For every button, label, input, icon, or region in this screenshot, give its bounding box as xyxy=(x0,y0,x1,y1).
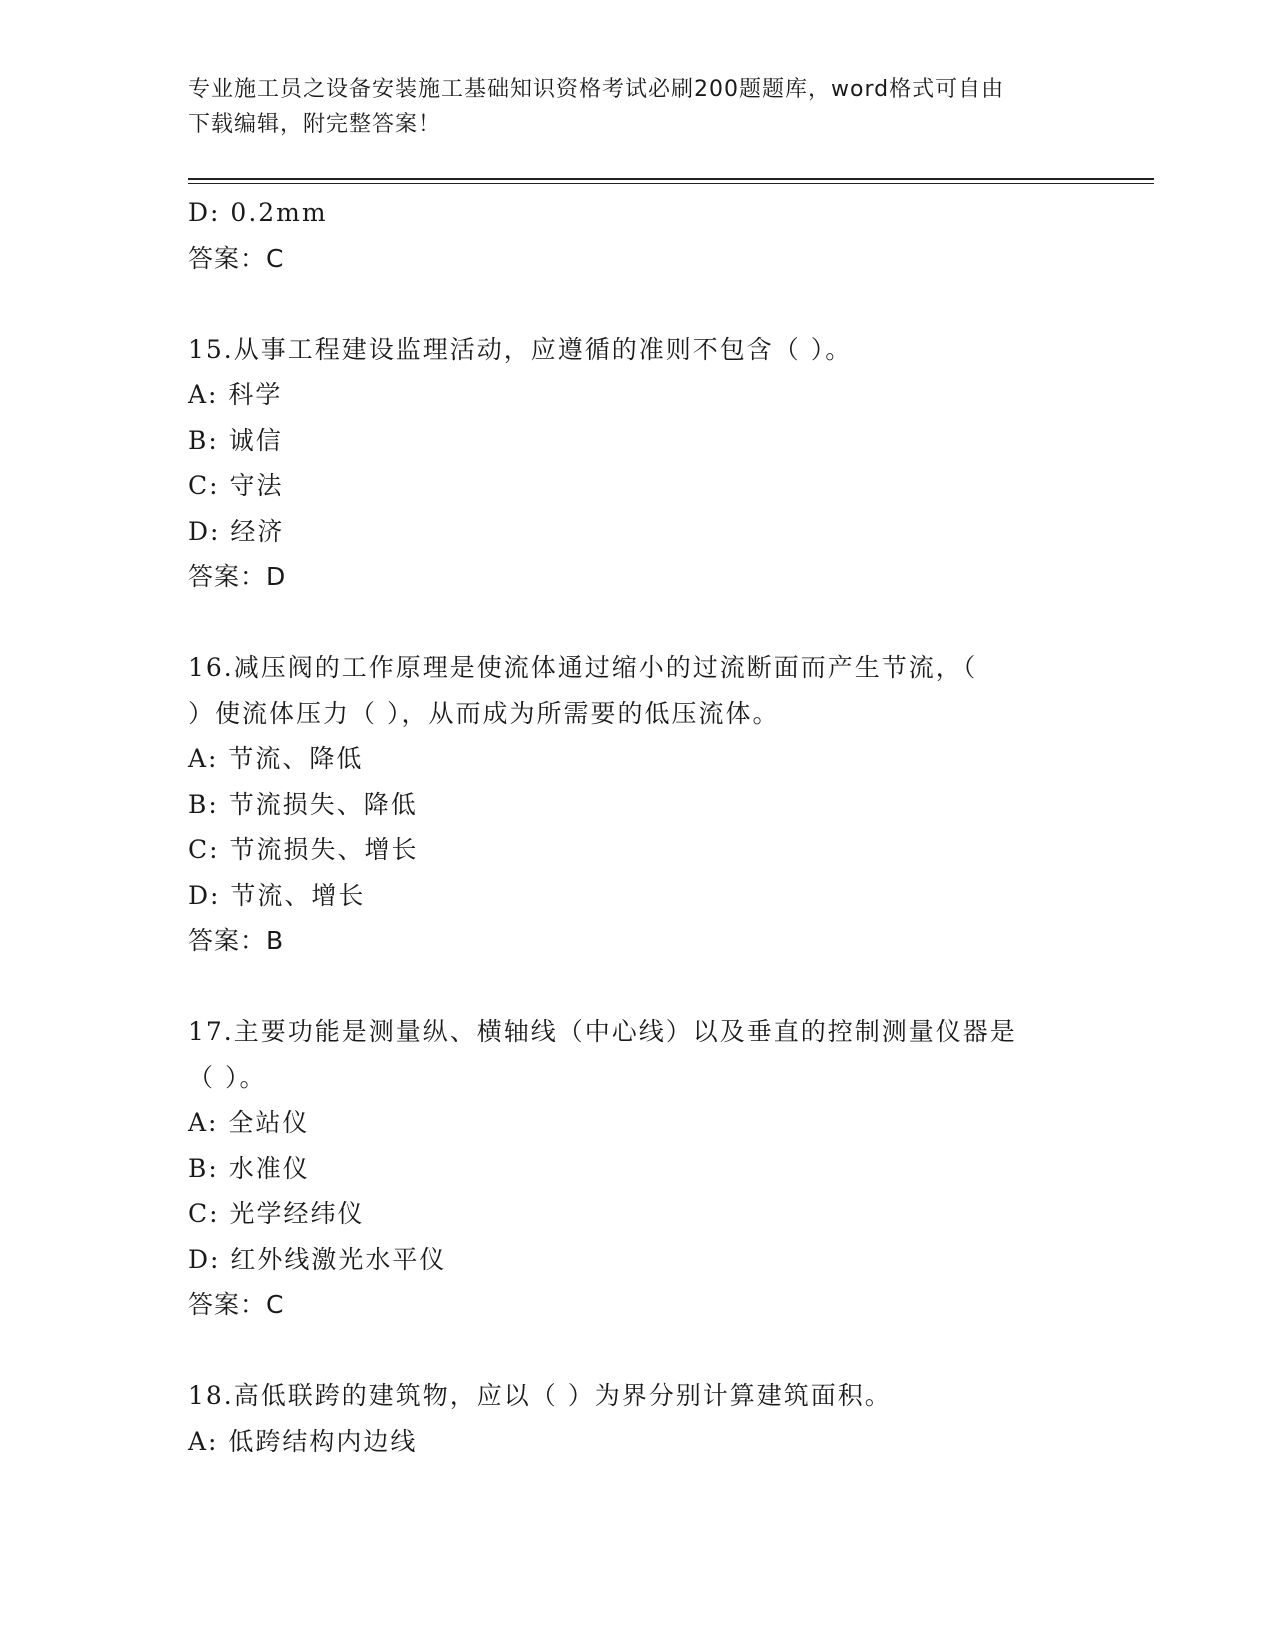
q16-option-d: D: 节流、增长 xyxy=(188,880,366,910)
q16-option-c: C: 节流损失、增长 xyxy=(188,835,419,864)
q16-stem-line-2: ）使流体压力（ ），从而成为所需要的低压流体。 xyxy=(188,698,780,728)
q15-option-b: B: 诚信 xyxy=(188,425,283,455)
q17-option-a: A: 全站仪 xyxy=(188,1108,310,1137)
q15-stem: 15.从事工程建设监理活动，应遵循的准则不包含（ ）。 xyxy=(188,334,853,364)
q17-option-d: D: 红外线激光水平仪 xyxy=(188,1244,447,1274)
q18-option-a: A: 低跨结构内边线 xyxy=(188,1426,418,1456)
q17-answer: 答案：C xyxy=(188,1290,285,1319)
q17-stem-line-1: 17.主要功能是测量纵、横轴线（中心线）以及垂直的控制测量仪器是 xyxy=(188,1017,1017,1046)
question-17 xyxy=(188,1009,1088,1328)
spacer xyxy=(188,1328,1088,1374)
q18-stem: 18.高低联跨的建筑物，应以（ ）为界分别计算建筑面积。 xyxy=(188,1381,892,1410)
header-divider xyxy=(188,178,1154,184)
header-title-line-2: 下载编辑，附完整答案！ xyxy=(188,112,442,137)
q15-option-a: A: 科学 xyxy=(188,380,283,409)
question-15 xyxy=(188,327,1088,600)
q17-option-c: C: 光学经纬仪 xyxy=(188,1199,365,1228)
question-18 xyxy=(188,1373,1088,1464)
question-16 xyxy=(188,645,1088,964)
question-14-tail xyxy=(188,190,1088,281)
q15-answer: 答案：D xyxy=(188,562,287,591)
spacer xyxy=(188,600,1088,646)
q14-answer: 答案：C xyxy=(188,243,285,273)
header-title-line-1: 专业施工员之设备安装施工基础知识资格考试必刷200题题库，word格式可自由 xyxy=(188,77,1005,102)
q17-option-b: B: 水准仪 xyxy=(188,1153,310,1183)
spacer xyxy=(188,281,1088,327)
spacer xyxy=(188,964,1088,1010)
q14-option-d: D: 0.2mm xyxy=(188,198,328,227)
q16-option-a: A: 节流、降低 xyxy=(188,744,364,773)
q17-stem-line-2: （ ）。 xyxy=(188,1062,267,1092)
page-header xyxy=(188,72,1088,142)
q16-option-b: B: 节流损失、降低 xyxy=(188,789,418,819)
q16-stem-line-1: 16.减压阀的工作原理是使流体通过缩小的过流断面而产生节流，（ xyxy=(188,653,978,682)
document-body xyxy=(188,190,1088,1464)
q15-option-d: D: 经济 xyxy=(188,516,285,546)
q16-answer: 答案：B xyxy=(188,926,285,955)
q15-option-c: C: 守法 xyxy=(188,471,284,500)
